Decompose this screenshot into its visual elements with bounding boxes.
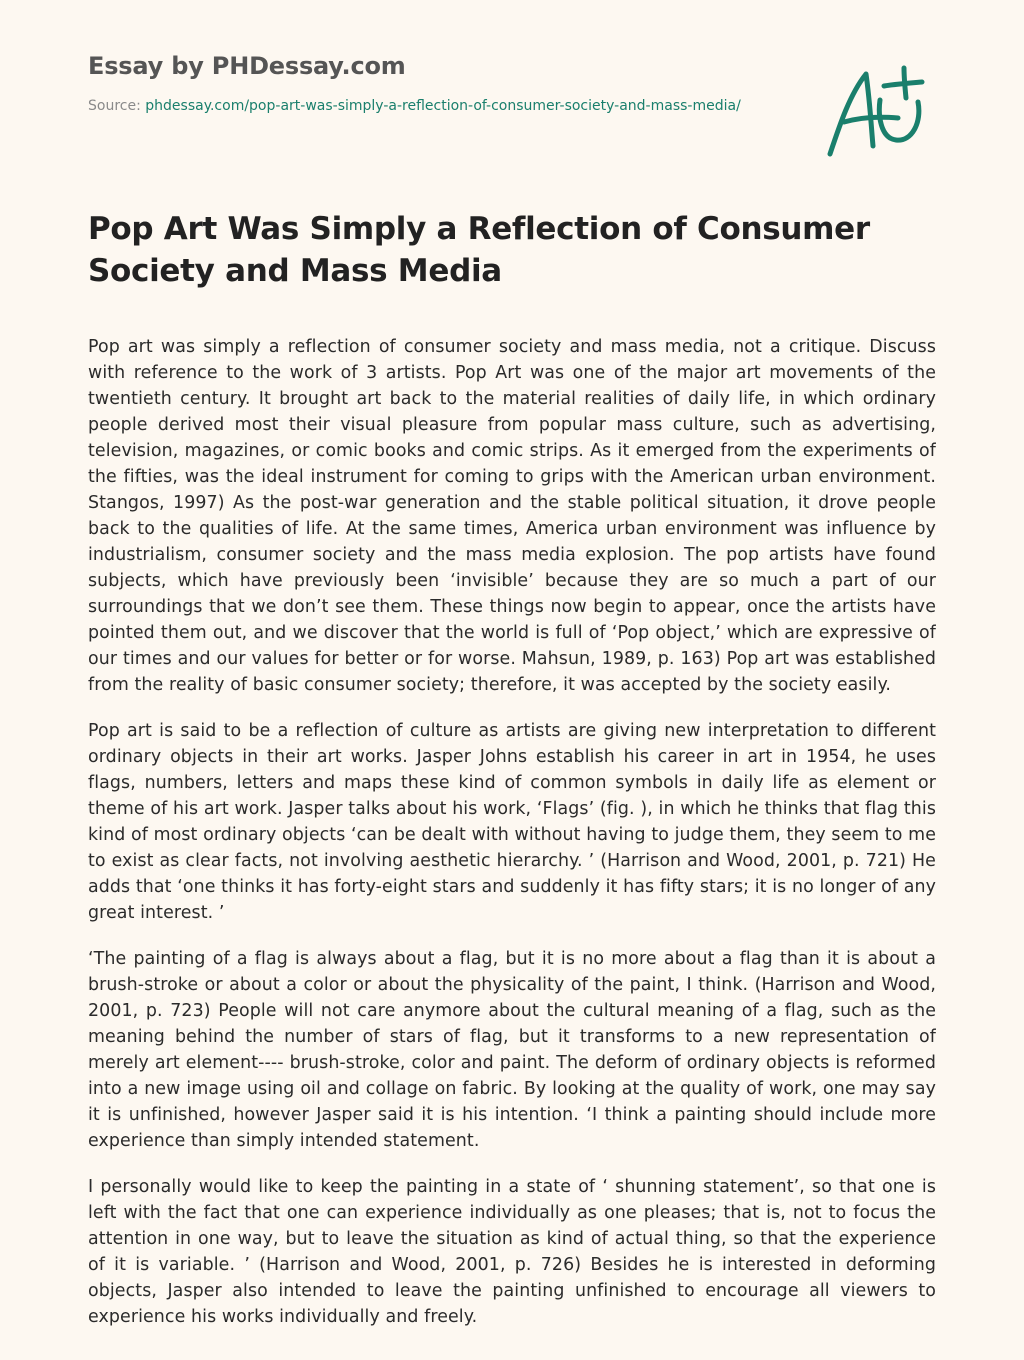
site-brand: Essay by PHDessay.com — [88, 52, 406, 80]
page-header — [88, 50, 788, 116]
essay-paragraph: ‘The painting of a flag is always about a flag, but it is no more about a flag than it is about a brush-stroke or about a color or about the physicality of the paint, I think. (Harrison and Wood, 2001, p. 723) People will not care anymore about the cultural meaning of a flag, such as the meaning behind the number of stars of flag, but it transforms to a new representation of merely art element---- brush-stroke, color and paint. The deform of ordinary objects is reformed into a new image using oil and collage on fabric. By looking at the quality of work, one may say it is unfinished, however Jasper said it is his intention. ‘I think a painting should include more experience than simply intended statement. — [88, 949, 936, 1151]
essay-paragraph: Pop art was simply a reflection of consumer society and mass media, not a critique. Discuss with reference to the work of 3 artists. Pop Art was one of the major art movements of the twentieth century. It brought art back to the material realities of daily life, in which ordinary people derived most their visual pleasure from popular mass culture, such as advertising, television, magazines, or comic books and comic strips. As it emerged from the experiments of the fifties, was the ideal instrument for coming to grips with the American urban environment. Stangos, 1997) As the post-war generation and the stable political situation, it drove people back to the qualities of life. At the same times, America urban environment was influence by industrialism, consumer society and the mass media explosion. The pop artists have found subjects, which have previously been ‘invisible’ because they are so much a part of our surroundings that we don’t see them. These things now begin to appear, once the artists have pointed them out, and we discover that the world is full of ‘Pop object,’ which are expressive of our times and our values for better or for worse. Mahsun, 1989, p. 163) Pop art was established from the reality of basic consumer society; therefore, it was accepted by the society easily. — [88, 337, 936, 695]
essay-title: Pop Art Was Simply a Reflection of Consumer Society and Mass Media — [88, 211, 870, 289]
source-line — [88, 96, 788, 116]
essay-paragraph: I personally would like to keep the painting in a state of ‘ shunning statement’, so that one is left with the fact that one can experience individually as one pleases; that is, not to focus the attention in one way, but to leave the situation as kind of actual thing, so that the experience of it is variable. ’ (Harrison and Wood, 2001, p. 726) Besides he is interested in deforming objects, Jasper also intended to leave the painting unfinished to encourage all viewers to experience his works individually and freely. — [88, 1177, 936, 1327]
source-link[interactable]: phdessay.com/pop-art-was-simply-a-reflection-of-consumer-society-and-mass-media/ — [145, 98, 741, 114]
essay-body — [88, 334, 936, 1360]
source-label: Source: — [88, 98, 146, 114]
a-plus-logo-icon — [818, 62, 934, 162]
essay-paragraph: Pop art is said to be a reflection of culture as artists are giving new interpretation to different ordinary objects in their art works. Jasper Johns establish his career in art in 1954, he uses flags, numbers, letters and maps these kind of common symbols in daily life as element or theme of his art work. Jasper talks about his work, ‘Flags’ (fig. ), in which he thinks that flag this kind of most ordinary objects ‘can be dealt with without having to judge them, they seem to me to exist as clear facts, not involving aesthetic hierarchy. ’ (Harrison and Wood, 2001, p. 721) He adds that ‘one thinks it has forty-eight stars and suddenly it has fifty stars; it is no longer of any great interest. ’ — [88, 721, 936, 923]
